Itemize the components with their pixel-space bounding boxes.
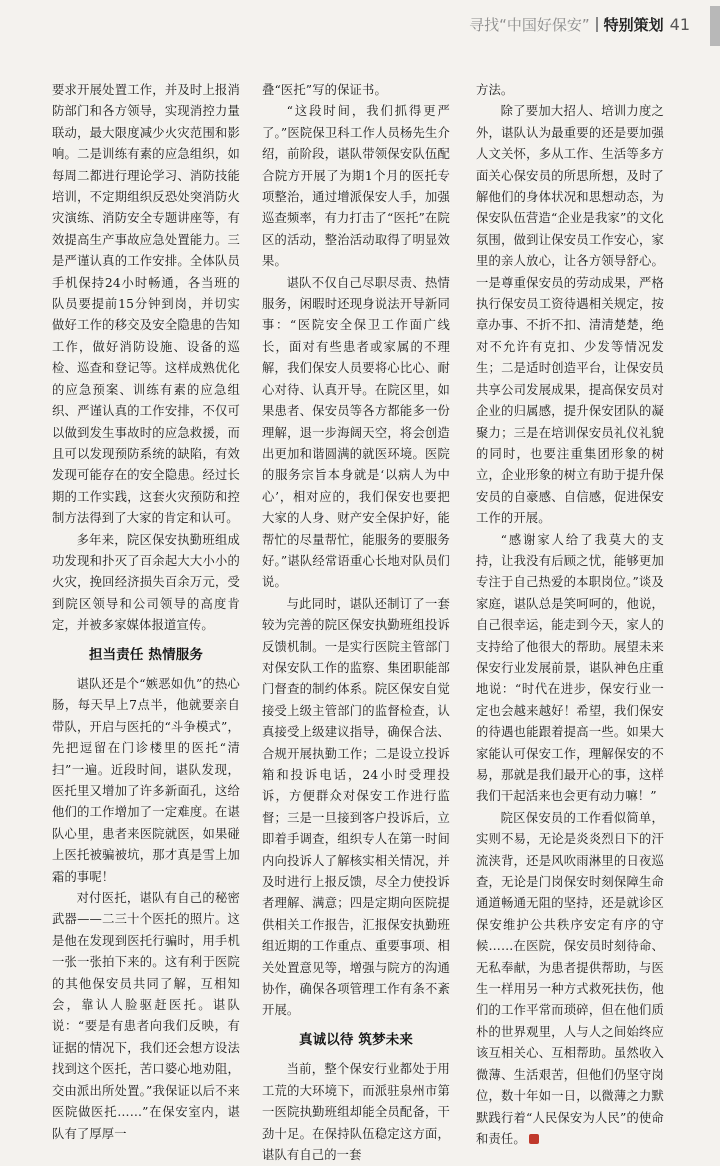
- end-of-article-icon: [529, 1134, 539, 1144]
- paragraph: 要求开展处置工作，并及时上报消防部门和各方领导，实现消控力量联动，最大限度减少火灾范围和影响。二是训练有素的应急组织，如每周二都进行理论学习、消防技能培训，不定期组织反恐处突消防火灾演练、消防安全专题讲座等，有效提高生产事故应急处置能力。三是严谨认真的工作安排。全体队员手机保持24小时畅通，各当班的队员要提前15分钟到岗，并切实做好工作的移交及安全隐患的告知工作，做好消防设施、设备的巡检、巡查和登记等。这样成熟优化的应急预案、训练有素的应急组织、严谨认真的工作安排，不仅可以做到发生事故时的应急救援，而且可以发现预防系统的缺陷，有效发现可能存在的安全隐患。经过长期的工作实践，这套火灾预防和控制方法得到了大家的肯定和认可。: [52, 83, 240, 526]
- paragraph: [476, 808, 664, 1151]
- paragraph: 当前，整个保安行业都处于用工荒的大环境下，而派驻泉州市第一医院执勤班组却能全员配备，干劲十足。在保持队伍稳定这方面，谌队有自己的一套: [262, 1062, 450, 1162]
- running-header: [469, 14, 690, 35]
- section-heading: 担当责任 热情服务: [88, 646, 204, 663]
- section-heading: 真诚以待 筑梦未来: [298, 1031, 414, 1048]
- header-divider: [596, 17, 598, 32]
- column-2: [262, 80, 450, 1166]
- paragraph: 与此同时，谌队还制订了一套较为完善的院区保安执勤班组投诉反馈机制。一是实行医院主管部门对保安队工作的监察、集团职能部门督查的制约体系。院区保安自觉接受上级主管部门的监督检查，认真接受上级建议指导，确保合法、合规开展执勤工作；二是设立投诉箱和投诉电话，24小时受理投诉，方便群众对保安工作进行监督；三是一旦接到客户投诉后，立即着手调查，组织专人在第一时间内向投诉人了解核实相关情况，并及时进行上报反馈，尽全力使投诉者理解、满意；四是定期向医院提供相关工作报告，汇报保安执勤班组近期的工作重点、重要事项、相关处置意见等，增强与院方的沟通协作，确保各项管理工作有条不紊开展。: [262, 596, 450, 1018]
- page-corner-tab: [710, 6, 720, 46]
- page-number: 41: [669, 15, 690, 34]
- final-paragraph-text: 院区保安员的工作看似简单，实则不易，无论是炎炎烈日下的汗流浃背，还是风吹雨淋里的日夜巡查，无论是门岗保安时刻保障生命通道畅通无阻的坚持，还是就诊区保安维护公共秩序安定有序的守候……在医院，保安员时刻待命、无私奉献，为患者提供帮助，与医生一样用另一种方式救死扶伤，他们的工作平常而琐碎，但在他们质朴的世界观里，人与人之间始终应该互相关心、互相帮助。虽然收入微薄、生活艰苦，但他们仍坚守岗位，数十年如一日，以微薄之力默默践行着“人民保安为人民”的使命和责任。: [476, 810, 664, 1146]
- paragraph: 叠“医托”写的保证书。: [262, 83, 387, 97]
- paragraph: 谌队不仅自己尽职尽责、热情服务，闲暇时还现身说法开导新同事：“医院安全保卫工作面广线长，面对有些患者或家属的不理解，我们保安人员要将心比心、耐心对待、认真开导。在院区里，如果患者、保安员等各方都能多一份理解，退一步海阔天空，将会创造出更加和谐圆满的就医环境。医院的服务宗旨本身就是‘以病人为中心’，相对应的，我们保安也要把大家的人身、财产安全保护好，能帮忙的尽量帮忙，能服务的要服务好。”谌队经常语重心长地对队员们说。: [262, 275, 450, 590]
- column-3: [476, 80, 664, 1150]
- section-title: 特别策划: [603, 16, 664, 34]
- paragraph: 对付医托，谌队有自己的秘密武器——二三十个医托的照片。这是他在发现到医托行骗时，用手机一张一张拍下来的。这有利于医院的其他保安员共同了解，互相知会，靠认人脸驱赶医托。谌队说：“要是有患者向我们反映，有证据的情况下，我们还会想方设法找到这个医托，苦口婆心地劝阻，交由派出所处置。”我保证以后不来医院做医托……”在保安室内，谌队有了厚厚一: [52, 891, 240, 1141]
- paragraph: “感谢家人给了我莫大的支持，让我没有后顾之忧，能够更加专注于自己热爱的本职岗位。”谈及家庭，谌队总是笑呵呵的，他说，自己很幸运，能走到今天，家人的支持给了他很大的帮助。展望未来保安行业发展前景，谌队神色庄重地说：“时代在进步，保安行业一定也会越来越好！希望，我们保安的待遇也能跟着提高一些。如果大家能认可保安工作，理解保安的不易，那就是我们最开心的事，这样我们干起活来也会更有动力嘛！”: [476, 532, 664, 804]
- paragraph: 谌队还是个“嫉恶如仇”的热心肠，每天早上7点半，他就要亲自带队，开启与医托的“斗争模式”，先把逗留在门诊楼里的医托“清扫”一遍。近段时间，谌队发现，医托里又增加了许多新面孔，这给他们的工作增加了一定难度。在谌队心里，患者来医院就医，如果碰上医托被骗被坑，那才真是雪上加霜的事呢！: [52, 676, 240, 884]
- paragraph: “这段时间，我们抓得更严了。”医院保卫科工作人员杨先生介绍，前阶段，谌队带领保安队伍配合院方开展了为期1个月的医托专项整治，通过增派保安人手，加强巡查频率，有力打击了“医托”在院区的活动，整治活动取得了明显效果。: [262, 104, 450, 269]
- paragraph: 方法。: [476, 83, 514, 97]
- paragraph: 多年来，院区保安执勤班组成功发现和扑灭了百余起大大小小的火灾，挽回经济损失百余万元，受到院区领导和公司领导的高度肯定，并被多家媒体报道宣传。: [52, 532, 240, 633]
- column-1: [52, 80, 240, 1145]
- series-title: 寻找“中国好保安”: [469, 16, 590, 34]
- paragraph: 除了要加大招人、培训力度之外，谌队认为最重要的还是要加强人文关怀，多从工作、生活等多方面关心保安员的所思所想，及时了解他们的身体状况和思想动态，为保安队伍营造“企业是我家”的文化氛围，做到让保安员工作安心，家里的亲人放心，让各方领导舒心。一是尊重保安员的劳动成果，严格执行保安员工资待遇相关规定，按章办事、不折不扣、清清楚楚，绝对不允许有克扣、少发等情况发生；二是适时创造平台，让保安员共享公司发展成果，提高保安员对企业的归属感，提升保安团队的凝聚力；三是在培训保安员礼仪礼貌的同时，也要注重集团形象的树立，企业形象的树立有助于提升保安员的自豪感、自信感，促进保安工作的开展。: [476, 104, 664, 526]
